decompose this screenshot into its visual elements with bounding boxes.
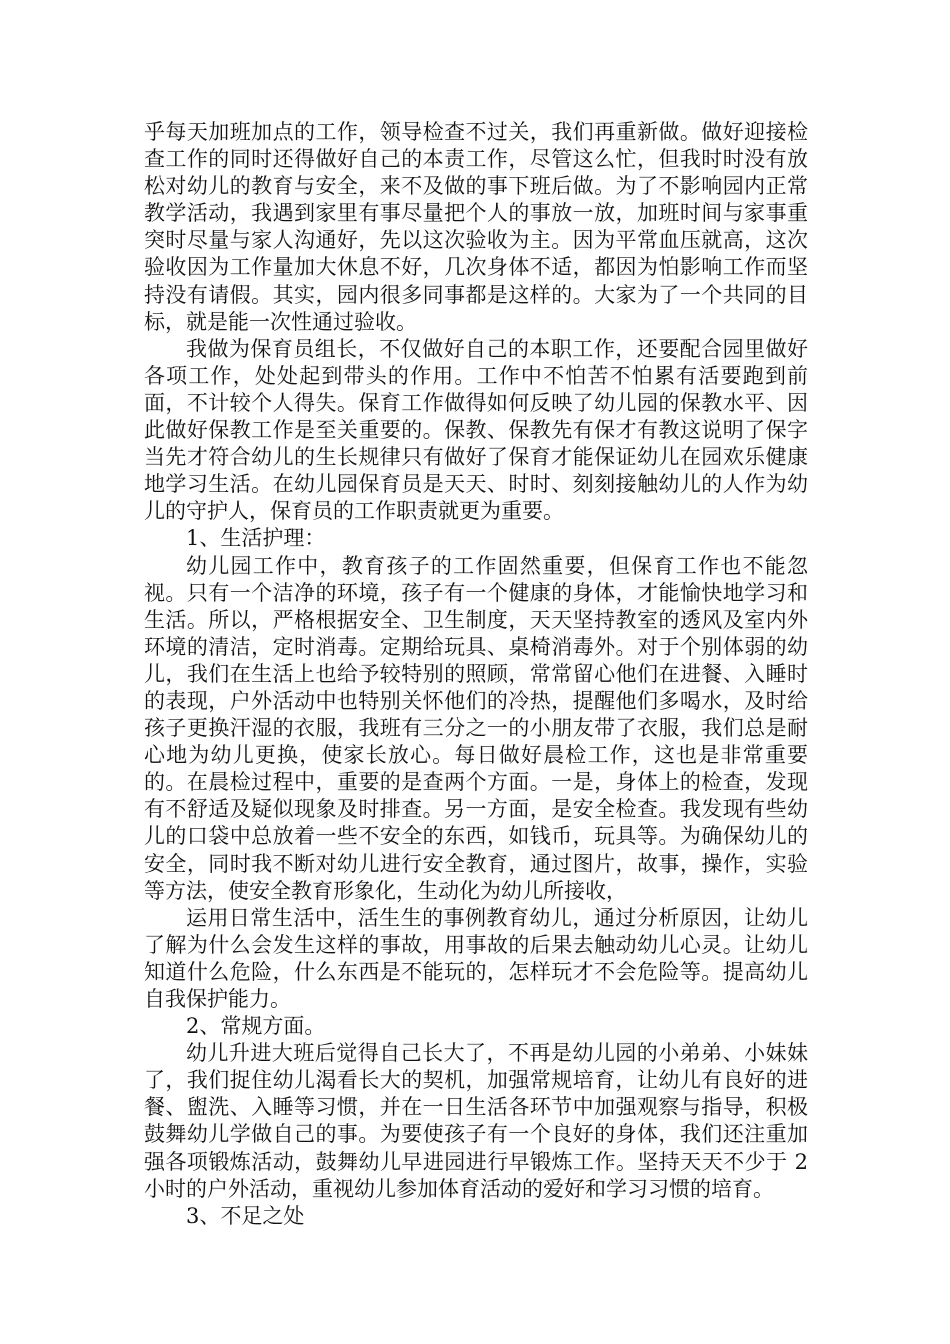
paragraph-daily-life-education: 运用日常生活中，活生生的事例教育幼儿，通过分析原因，让幼儿了解为什么会发生这样的事故，用事故的后果去触动幼儿心灵。让幼儿知道什么危险，什么东西是不能玩的，怎样玩才不会危险等。提高幼儿自我保护能力。 (144, 905, 808, 1011)
paragraph-overtime-inspection: 乎每天加班加点的工作，领导检查不过关，我们再重新做。做好迎接检查工作的同时还得做好自己的本责工作，尽管这么忙，但我时时没有放松对幼儿的教育与安全，来不及做的事下班后做。为了不影响园内正常教学活动，我遇到家里有事尽量把个人的事放一放，加班时间与家事重突时尽量与家人沟通好，先以这次验收为主。因为平常血压就高，这次验收因为工作量加大休息不好，几次身体不适，都因为怕影响工作而坚持没有请假。其实，园内很多同事都是这样的。大家为了一个共同的目标，就是能一次性通过验收。 (144, 120, 808, 334)
heading-life-care: 1、生活护理： (186, 526, 326, 551)
paragraph-life-care: 幼儿园工作中，教育孩子的工作固然重要，但保育工作也不能忽视。只有一个洁净的环境，孩子有一个健康的身体，才能愉快地学习和生活。所以，严格根据安全、卫生制度，天天坚持教室的透风及室内外环境的清洁，定时消毒。定期给玩具、桌椅消毒外。对于个别体弱的幼儿，我们在生活上也给予较特别的照顾，常常留心他们在进餐、入睡时的表现，户外活动中也特别关怀他们的冷热，提醒他们多喝水，及时给孩子更换汗湿的衣服，我班有三分之一的小朋友带了衣服，我们总是耐心地为幼儿更换，使家长放心。每日做好晨检工作，这也是非常重要的。在晨检过程中，重要的是查两个方面。一是，身体上的检查，发现有不舒适及疑似现象及时排查。另一方面，是安全检查。我发现有些幼儿的口袋中总放着一些不安全的东西，如钱币，玩具等。为确保幼儿的安全，同时我不断对幼儿进行安全教育，通过图片，故事，操作，实验等方法，使安全教育形象化，生动化为幼儿所接收， (144, 553, 808, 903)
heading-routine: 2、常规方面。 (186, 1014, 326, 1039)
document-page (144, 119, 808, 1230)
paragraph-routine: 幼儿升进大班后觉得自己长大了，不再是幼儿园的小弟弟、小妹妹了，我们捉住幼儿渴看长大的契机，加强常规培育，让幼儿有良好的进餐、盥洗、入睡等习惯，并在一日生活各环节中加强观察与指导，积极鼓舞幼儿学做自己的事。为要使孩子有一个良好的身体，我们还注重加强各项锻炼活动，鼓舞幼儿早进园进行早锻炼工作。坚持天天不少于 2 小时的户外活动，重视幼儿参加体育活动的爱好和学习习惯的培育。 (144, 1041, 808, 1201)
heading-shortcomings: 3、不足之处 (186, 1203, 305, 1228)
paragraph-group-leader: 我做为保育员组长，不仅做好自己的本职工作，还要配合园里做好各项工作，处处起到带头的作用。工作中不怕苦不怕累有活要跑到前面，不计较个人得失。保育工作做得如何反映了幼儿园的保教水平、因此做好保教工作是至关重要的。保教、保教先有保才有教这说明了保字当先才符合幼儿的生长规律只有做好了保育才能保证幼儿在园欢乐健康地学习生活。在幼儿园保育员是天天、时时、刻刻接触幼儿的人作为幼儿的守护人，保育员的工作职责就更为重要。 (144, 336, 808, 524)
